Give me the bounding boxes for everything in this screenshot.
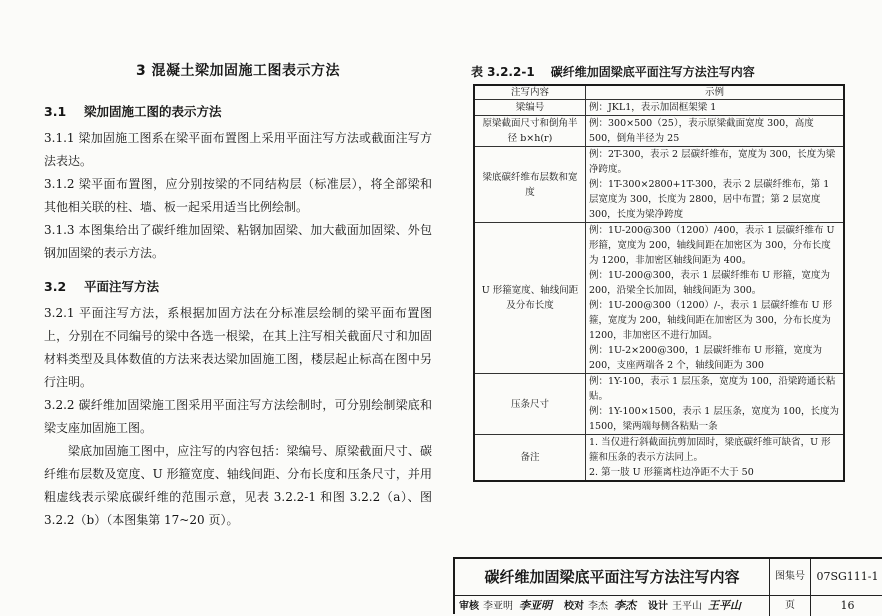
example-line: 例：1Y-100×1500，表示 1 层压条，宽度为 100，长度为 1500，梁两端每侧各粘贴一条 bbox=[589, 406, 839, 432]
row-label: U 形箍宽度、轴线间距及分布长度 bbox=[474, 223, 586, 374]
spec-table bbox=[473, 84, 845, 482]
para-3-1-3: 3.1.3 本图集给出了碳纤维加固梁、粘钢加固梁、加大截面加固梁、外包钢加固梁的表示方法。 bbox=[44, 223, 432, 260]
checker-name: 李杰 bbox=[588, 601, 608, 612]
table-number: 表 3.2.2-1 bbox=[471, 65, 535, 79]
example-line: 例：JKL1，表示加固框架梁 1 bbox=[589, 102, 717, 113]
drawing-title: 碳纤维加固梁底平面注写方法注写内容 bbox=[455, 559, 770, 596]
checker-signature: 李杰 bbox=[614, 599, 636, 612]
design-label: 设计 bbox=[648, 601, 668, 612]
example-line: 2. 第一肢 U 形箍离柱边净距不大于 50 bbox=[589, 467, 754, 478]
row-label: 原梁截面尺寸和倒角半径 b×h(r) bbox=[474, 116, 586, 147]
set-number: 07SG111-1 bbox=[811, 559, 882, 596]
example-line: 例：2T-300，表示 2 层碳纤维布，宽度为 300，长度为梁净跨度。 bbox=[589, 149, 836, 175]
example-line: 例：1T-300×2800+1T-300，表示 2 层碳纤维布，第 1 层宽度为 300，长度为 2800，居中布置；第 2 层宽度 300，长度为梁净跨度 bbox=[589, 179, 830, 220]
table-row bbox=[474, 374, 844, 435]
row-example bbox=[586, 147, 845, 223]
section-3-1-heading bbox=[44, 102, 432, 120]
designer-signature: 王平山 bbox=[708, 599, 741, 612]
example-line: 例：1U-200@300（1200）/-，表示 1 层碳纤维布 U 形箍，宽度为 200，轴线间距在加密区为 300，分布长度为 1200，非加密区不进行加固。 bbox=[589, 300, 833, 341]
chapter-heading: 3 混凝土梁加固施工图表示方法 bbox=[135, 63, 341, 79]
signature-row bbox=[455, 596, 770, 616]
column-header-content: 注写内容 bbox=[474, 85, 586, 100]
page-number: 16 bbox=[840, 599, 855, 612]
reviewer-name: 李亚明 bbox=[483, 601, 513, 612]
body-text bbox=[44, 60, 432, 532]
example-line: 例：1U-200@300，表示 1 层碳纤维布 U 形箍，宽度为 200，沿梁全长加固，轴线间距为 300。 bbox=[589, 270, 830, 296]
para-3-1-1: 3.1.1 梁加固施工图系在梁平面布置图上采用平面注写方法或截面注写方法表达。 bbox=[44, 131, 432, 168]
row-label: 梁编号 bbox=[474, 100, 586, 116]
section-title: 平面注写方法 bbox=[84, 279, 160, 294]
para-3-2-2: 3.2.2 碳纤维加固梁施工图采用平面注写方法绘制时，可分别绘制梁底和梁支座加固施工图。 bbox=[44, 398, 432, 435]
row-example bbox=[586, 374, 845, 435]
table-caption bbox=[471, 63, 755, 80]
section-title: 梁加固施工图的表示方法 bbox=[84, 104, 222, 119]
table-row bbox=[474, 116, 844, 147]
row-example bbox=[586, 116, 845, 147]
row-example bbox=[586, 223, 845, 374]
title-block bbox=[453, 557, 882, 614]
table-row bbox=[474, 435, 844, 482]
table-row bbox=[474, 147, 844, 223]
example-line: 例：1U-2×200@300，1 层碳纤维布 U 形箍，宽度为 200，支座两端各 2 个，轴线间距为 300 bbox=[589, 345, 822, 371]
row-example bbox=[586, 100, 845, 116]
page-label: 页 bbox=[770, 596, 811, 616]
example-line: 例：300×500（25），表示原梁截面宽度 300，高度 500，倒角半径为 25 bbox=[589, 118, 814, 144]
table-row bbox=[474, 223, 844, 374]
row-label: 备注 bbox=[474, 435, 586, 482]
section-number: 3.2 bbox=[44, 279, 67, 294]
example-line: 例：1Y-100，表示 1 层压条，宽度为 100，沿梁跨通长粘贴。 bbox=[589, 376, 836, 402]
designer-name: 王平山 bbox=[672, 601, 702, 612]
column-header-example: 示例 bbox=[586, 85, 845, 100]
section-3-2-heading bbox=[44, 277, 432, 295]
table-row bbox=[474, 100, 844, 116]
table-title: 碳纤维加固梁底平面注写方法注写内容 bbox=[550, 65, 755, 79]
para-3-1-2: 3.1.2 梁平面布置图，应分别按梁的不同结构层（标准层），将全部梁和其他相关联的柱、墙、板一起采用适当比例绘制。 bbox=[44, 177, 432, 214]
section-number: 3.1 bbox=[44, 104, 67, 119]
example-line: 1. 当仅进行斜截面抗剪加固时，梁底碳纤维可缺省，U 形箍和压条的表示方法同上。 bbox=[589, 437, 831, 463]
review-label: 审核 bbox=[459, 601, 479, 612]
para-3-2-2-cont: 梁底加固施工图中，应注写的内容包括：梁编号、原梁截面尺寸、碳纤维布层数及宽度、U 形箍宽度、轴线间距、分布长度和压条尺寸，并用粗虚线表示梁底碳纤维的范围示意，见表 3.2.2-1 和图 3.2.2（a）、图 3.2.2（b）（本图集第 17~20 页）。 bbox=[44, 444, 432, 527]
para-3-2-1: 3.2.1 平面注写方法，系根据加固方法在分标准层绘制的梁平面布置图上，分别在不同编号的梁中各选一根梁，在其上注写相关截面尺寸和加固材料类型及具体数值的方法来表达梁加固施工图，楼层起止标高在图中另行注明。 bbox=[44, 306, 432, 389]
reviewer-signature: 李亚明 bbox=[519, 599, 552, 612]
example-line: 例：1U-200@300（1200）/400，表示 1 层碳纤维布 U 形箍，宽度为 200，轴线间距在加密区为 300，分布长度为 1200，非加密区轴线间距为 400。 bbox=[589, 225, 835, 266]
set-number-label: 图集号 bbox=[770, 559, 811, 596]
check-label: 校对 bbox=[564, 601, 584, 612]
row-label: 压条尺寸 bbox=[474, 374, 586, 435]
row-example bbox=[586, 435, 845, 482]
row-label: 梁底碳纤维布层数和宽度 bbox=[474, 147, 586, 223]
